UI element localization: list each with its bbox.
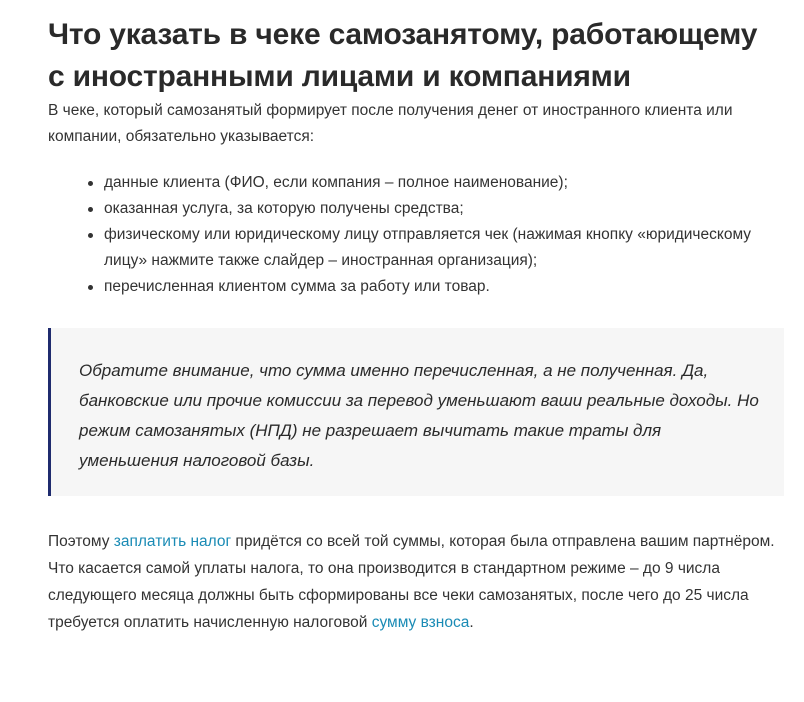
requirements-list [48,170,774,300]
outro-text-2: придётся со всей той суммы, которая была отправлена вашим партнёром. Что касается самой уплаты налога, то она производится в стандартном режиме – до 9 числа следующего месяца должны быть сформированы все чеки самозанятых, после чего до 25 числа требуется оплатить начисленную налоговой [48,533,775,631]
intro-paragraph: В чеке, который самозанятый формирует после получения денег от иностранного клиента или компании, обязательно указывается: [48,102,733,145]
outro-text-1: Поэтому [48,533,114,550]
list-item: перечисленная клиентом сумма за работу или товар. [84,274,774,300]
outro-text-3: . [469,614,474,631]
pay-tax-link[interactable]: заплатить налог [113,533,232,550]
list-item: оказанная услуга, за которую получены средства; [84,196,774,222]
note-text: Обратите внимание, что сумма именно перечисленная, а не полученная. Да, банковские или прочие комиссии за перевод уменьшают ваши реальные доходы. Но режим самозанятых (НПД) не разрешает вычитать такие траты для уменьшения налоговой базы. [79,361,759,470]
article-title: Что указать в чеке самозанятому, работающему с иностранными лицами и компаниями [48,18,758,93]
list-item: физическому или юридическому лицу отправляется чек (нажимая кнопку «юридическому лицу» нажмите также слайдер – иностранная организация); [84,222,774,274]
list-item: данные клиента (ФИО, если компания – полное наименование); [84,170,774,196]
note-blockquote [48,328,784,496]
contribution-amount-link[interactable]: сумму взноса [371,614,470,631]
outro-paragraph [48,528,793,636]
